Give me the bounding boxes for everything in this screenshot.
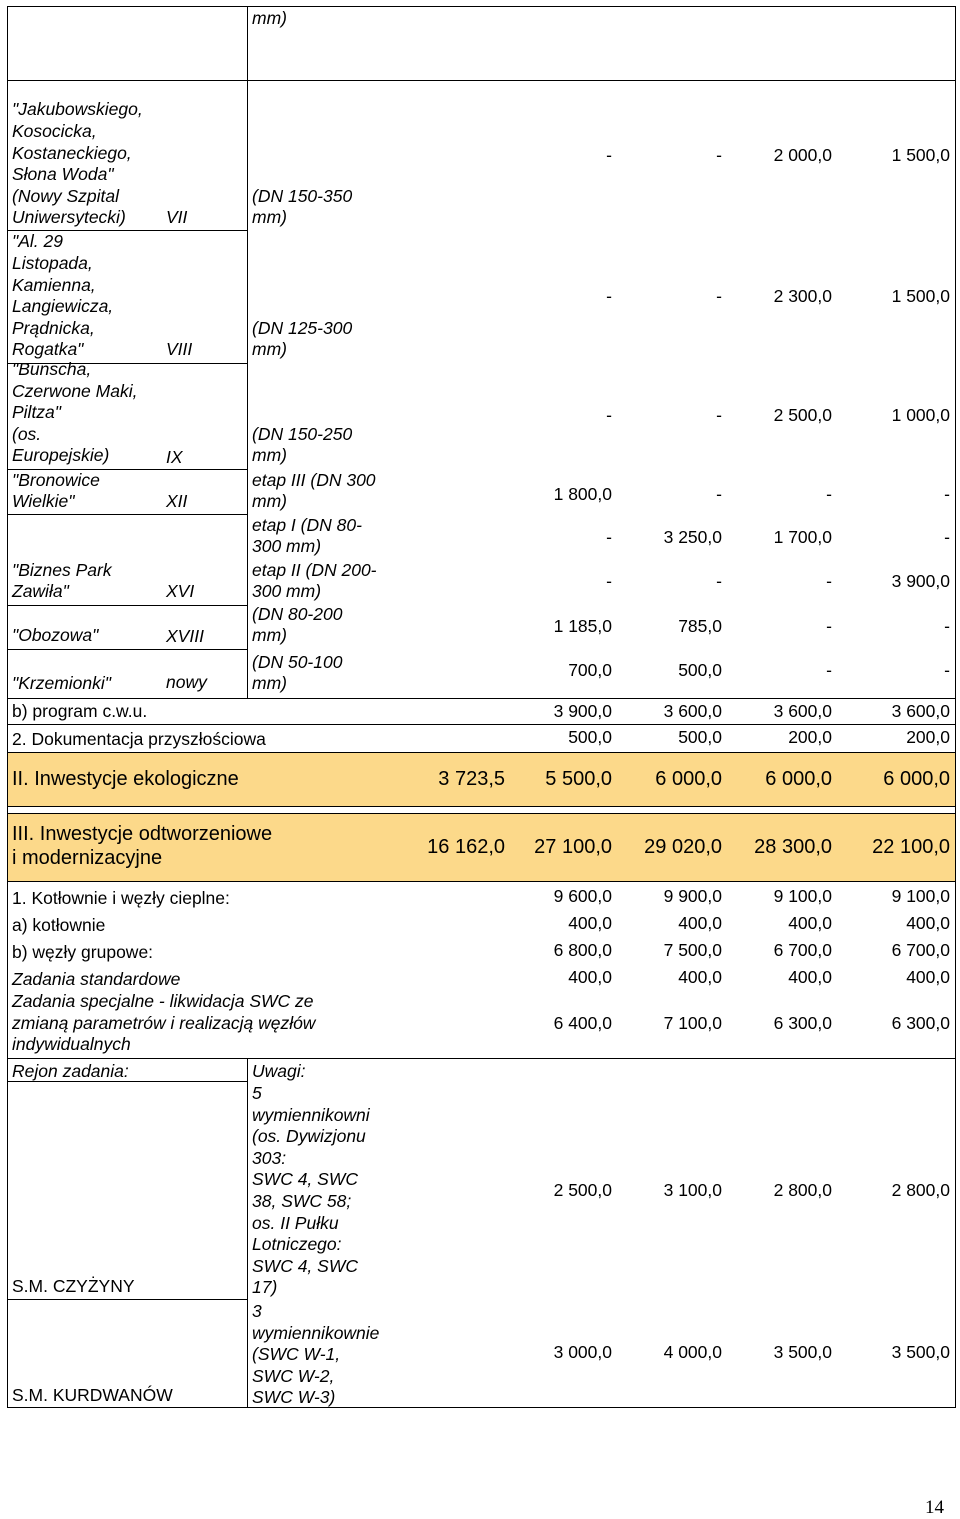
district-spec-line: (DN 150-250: [252, 423, 353, 444]
district-spec-line: (DN 125-300: [252, 317, 353, 338]
district-value: -: [606, 286, 612, 306]
section-iii-label-line1: III. Inwestycje odtworzeniowe: [12, 823, 273, 845]
district-value: -: [944, 527, 950, 547]
district-value: 1 800,0: [553, 484, 612, 504]
future-docs-value: 200,0: [906, 727, 950, 747]
region-note-line: wymiennikowni: [252, 1104, 370, 1125]
district-spec-line: 300 mm): [252, 536, 322, 557]
section-iii-value: 29 020,0: [644, 836, 722, 858]
row-value: 400,0: [906, 913, 950, 933]
row-value: 6 700,0: [773, 940, 832, 960]
row-label: 1. Kotłownie i węzły cieplne:: [12, 888, 230, 908]
district-value: 785,0: [678, 616, 722, 636]
region-note-line: 303:: [252, 1147, 287, 1168]
district-value: -: [606, 145, 612, 165]
grid-line: [8, 881, 955, 882]
row-value: 400,0: [568, 913, 612, 933]
section-ii-label: II. Inwestycje ekologiczne: [12, 768, 239, 790]
grid-line: [8, 752, 955, 753]
district-value: 1 185,0: [553, 616, 612, 636]
section-iii-value: 28 300,0: [754, 836, 832, 858]
row-value: 9 100,0: [891, 886, 950, 906]
district-name-line: "Al. 29: [12, 231, 63, 252]
district-name-line: (Nowy Szpital: [12, 185, 119, 206]
future-docs-value: 500,0: [568, 727, 612, 747]
district-value: -: [826, 616, 832, 636]
district-spec-line: 300 mm): [252, 581, 322, 602]
section-iii-value: 16 162,0: [427, 836, 505, 858]
district-value: -: [716, 571, 722, 591]
section-iii-label-line2: i modernizacyjne: [12, 847, 163, 869]
page-number: 14: [925, 1497, 944, 1518]
district-spec-line: mm): [252, 491, 287, 512]
section-ii-value: 6 000,0: [655, 768, 722, 790]
district-name-line: Langiewicza,: [12, 296, 114, 317]
row-value: 9 100,0: [773, 886, 832, 906]
district-name-line: "Krzemionki": [12, 673, 111, 694]
region-value: 2 800,0: [773, 1180, 832, 1200]
district-value: -: [606, 405, 612, 425]
district-name-line: Kamienna,: [12, 274, 96, 295]
district-value: -: [716, 145, 722, 165]
district-value: 1 500,0: [891, 286, 950, 306]
row-value: 400,0: [788, 913, 832, 933]
grid-line: [8, 806, 955, 807]
district-value: 3 250,0: [663, 527, 722, 547]
row-value: 7 500,0: [663, 940, 722, 960]
district-spec-line: mm): [252, 207, 287, 228]
grid-line: [8, 724, 955, 725]
future-docs-value: 200,0: [788, 727, 832, 747]
region-name: S.M. KURDWANÓW: [12, 1385, 173, 1405]
program-cwu-value: 3 600,0: [773, 701, 832, 721]
section-ii-value: 5 500,0: [545, 768, 612, 790]
spec-tail: mm): [252, 8, 287, 28]
district-spec-line: etap I (DN 80-: [252, 514, 362, 535]
grid-line: [7, 6, 8, 1408]
district-region: XII: [166, 491, 188, 511]
region-note-line: 17): [252, 1277, 278, 1298]
grid-line: [8, 1407, 955, 1408]
region-value: 3 500,0: [891, 1342, 950, 1362]
special-tasks-line: Zadania specjalne - likwidacja SWC ze: [12, 991, 314, 1011]
row-label: b) węzły grupowe:: [12, 942, 154, 962]
section-ii-value: 3 723,5: [438, 768, 505, 790]
district-value: -: [826, 484, 832, 504]
region-note-line: SWC W-2,: [252, 1365, 335, 1386]
row-value: 400,0: [568, 967, 612, 987]
district-name-line: Piltza": [12, 402, 62, 423]
section-ii-value: 6 000,0: [765, 768, 832, 790]
region-note-line: (SWC W-1,: [252, 1344, 341, 1365]
district-value: 500,0: [678, 660, 722, 680]
district-value: 1 700,0: [773, 527, 832, 547]
program-cwu-value: 3 600,0: [663, 701, 722, 721]
region-name: S.M. CZYŻYNY: [12, 1276, 135, 1296]
grid-line: [247, 6, 248, 80]
region-note-line: Lotniczego:: [252, 1234, 342, 1255]
district-value: 2 500,0: [773, 405, 832, 425]
special-tasks-value: 6 400,0: [553, 1013, 612, 1033]
district-value: -: [716, 405, 722, 425]
grid-line: [955, 6, 956, 1408]
district-name-line: "Biznes Park: [12, 559, 112, 580]
district-name-line: Zawiła": [12, 581, 69, 602]
district-value: 1 000,0: [891, 405, 950, 425]
row-value: 9 900,0: [663, 886, 722, 906]
district-region: VIII: [166, 339, 193, 359]
district-value: -: [944, 484, 950, 504]
grid-line: [8, 1299, 248, 1300]
future-docs-value: 500,0: [678, 727, 722, 747]
district-spec-line: (DN 80-200: [252, 603, 343, 624]
section-ii-value: 6 000,0: [883, 768, 950, 790]
grid-line: [247, 80, 248, 698]
district-value: -: [606, 571, 612, 591]
district-value: -: [716, 484, 722, 504]
district-value: 2 300,0: [773, 286, 832, 306]
grid-line: [8, 1058, 955, 1059]
district-name-line: Prądnicka,: [12, 317, 95, 338]
district-region: nowy: [166, 672, 207, 692]
row-value: 9 600,0: [553, 886, 612, 906]
region-value: 2 800,0: [891, 1180, 950, 1200]
district-name-line: Kostaneckiego,: [12, 142, 132, 163]
row-value: 6 700,0: [891, 940, 950, 960]
district-name-line: "Bunscha,: [12, 359, 92, 379]
district-region: XVIII: [166, 626, 204, 646]
district-spec-line: mm): [252, 625, 287, 646]
grid-line: [247, 1058, 248, 1407]
special-tasks-line: zmianą parametrów i realizacją węzłów: [12, 1012, 316, 1033]
row-value: 400,0: [678, 967, 722, 987]
program-cwu-label: b) program c.w.u.: [12, 701, 148, 721]
future-docs-label: 2. Dokumentacja przyszłościowa: [12, 729, 266, 749]
row-value: 400,0: [678, 913, 722, 933]
district-name-line: "Jakubowskiego,: [12, 99, 143, 120]
row-label: Zadania standardowe: [12, 969, 181, 989]
district-name-line: Listopada,: [12, 253, 93, 273]
district-name-line: "Obozowa": [12, 625, 99, 646]
district-name-line: Rogatka": [12, 339, 84, 360]
special-tasks-line: indywidualnych: [12, 1034, 131, 1055]
grid-line: [8, 813, 955, 814]
district-name-line: "Bronowice: [12, 469, 100, 490]
region-value: 4 000,0: [663, 1342, 722, 1362]
district-region: XVI: [166, 581, 195, 601]
grid-line: [8, 514, 248, 515]
district-value: -: [944, 616, 950, 636]
grid-line: [8, 80, 955, 81]
district-spec-line: mm): [252, 445, 287, 466]
district-name-line: Słona Woda": [12, 164, 114, 185]
district-spec-line: (DN 150-350: [252, 185, 353, 206]
row-value: 400,0: [788, 967, 832, 987]
district-spec-line: etap II (DN 200-: [252, 559, 377, 580]
row-label: a) kotłownie: [12, 915, 106, 935]
district-spec-line: etap III (DN 300: [252, 469, 376, 490]
row-value: 6 800,0: [553, 940, 612, 960]
district-spec-line: mm): [252, 673, 287, 694]
district-name-line: Kosocicka,: [12, 121, 97, 141]
region-note-line: 38, SWC 58;: [252, 1191, 352, 1211]
district-value: -: [606, 527, 612, 547]
district-region: IX: [166, 447, 183, 467]
district-value: 3 900,0: [891, 571, 950, 591]
region-value: 3 000,0: [553, 1342, 612, 1362]
district-name-line: Czerwone Maki,: [12, 380, 138, 401]
region-note-line: os. II Pułku: [252, 1212, 339, 1233]
special-tasks-value: 7 100,0: [663, 1013, 722, 1033]
district-name-line: Europejskie): [12, 445, 110, 466]
district-name-line: (os.: [12, 423, 42, 444]
special-tasks-value: 6 300,0: [773, 1013, 832, 1033]
region-value: 3 100,0: [663, 1180, 722, 1200]
district-value: 700,0: [568, 660, 612, 680]
district-value: 2 000,0: [773, 145, 832, 165]
district-value: -: [826, 571, 832, 591]
region-note-line: (os. Dywizjonu: [252, 1126, 366, 1147]
region-value: 3 500,0: [773, 1342, 832, 1362]
special-tasks-value: 6 300,0: [891, 1013, 950, 1033]
district-value: -: [944, 660, 950, 680]
section-iii-value: 27 100,0: [534, 836, 612, 858]
region-note-line: 5: [252, 1083, 262, 1103]
grid-line: [8, 605, 248, 606]
district-value: -: [826, 660, 832, 680]
district-spec-line: mm): [252, 339, 287, 360]
row-value: 400,0: [906, 967, 950, 987]
grid-line: [8, 649, 248, 650]
district-name-line: Uniwersytecki): [12, 207, 126, 228]
program-cwu-value: 3 900,0: [553, 701, 612, 721]
grid-line: [8, 6, 955, 7]
grid-line: [8, 698, 955, 699]
section-iii-value: 22 100,0: [872, 836, 950, 858]
district-name-line: Wielkie": [12, 491, 75, 512]
district-value: 1 500,0: [891, 145, 950, 165]
region-note-line: wymiennikownie: [252, 1322, 380, 1343]
district-spec-line: (DN 50-100: [252, 651, 343, 672]
program-cwu-value: 3 600,0: [891, 701, 950, 721]
region-header-right: Uwagi:: [252, 1061, 306, 1081]
region-value: 2 500,0: [553, 1180, 612, 1200]
region-note-line: SWC 4, SWC: [252, 1169, 358, 1190]
region-note-line: 3: [252, 1301, 262, 1321]
district-value: -: [716, 286, 722, 306]
region-note-line: SWC 4, SWC: [252, 1255, 358, 1276]
district-region: VII: [166, 207, 188, 227]
region-note-line: SWC W-3): [252, 1387, 336, 1408]
region-header-left: Rejon zadania:: [12, 1061, 129, 1081]
